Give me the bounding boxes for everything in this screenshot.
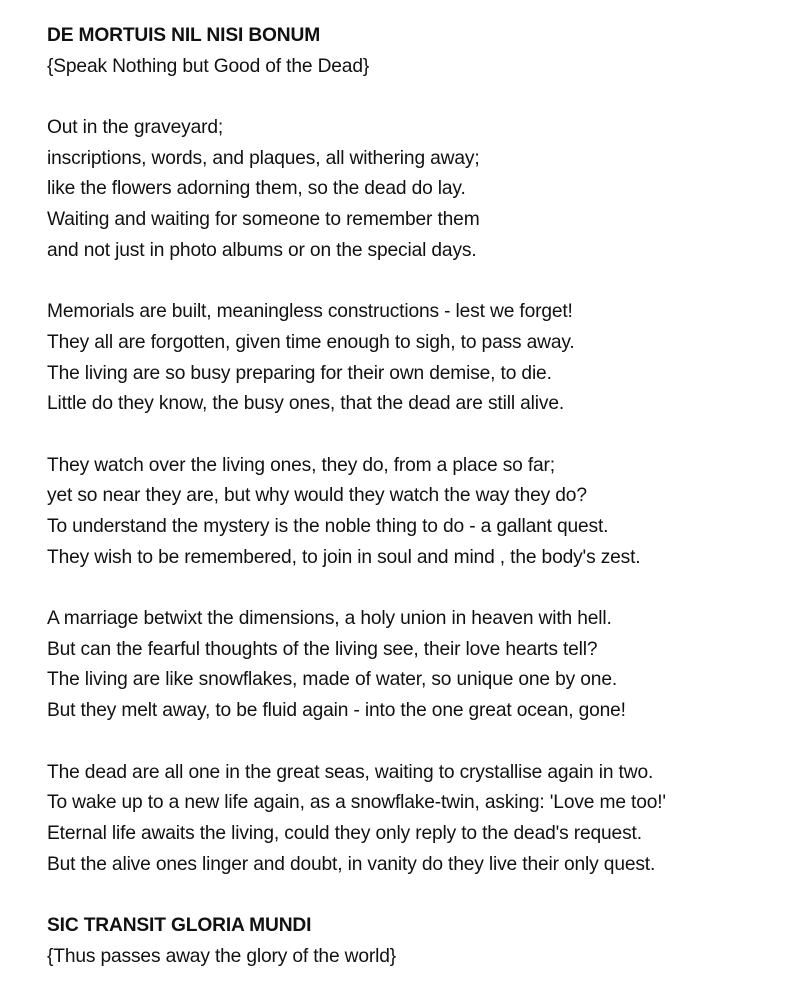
stanza-gap xyxy=(47,880,777,911)
verse-line: The living are so busy preparing for their own demise, to die. xyxy=(47,362,552,384)
stanza-gap xyxy=(47,82,777,113)
verse-line: The dead are all one in the great seas, waiting to crystallise again in two. xyxy=(47,761,654,783)
stanza-2 xyxy=(47,297,777,420)
closing-title: SIC TRANSIT GLORIA MUNDI xyxy=(47,914,312,936)
stanza-gap xyxy=(47,267,777,298)
verse-line: But can the fearful thoughts of the living see, their love hearts tell? xyxy=(47,638,598,660)
verse-line: But they melt away, to be fluid again - into the one great ocean, gone! xyxy=(47,700,626,722)
verse-line: To understand the mystery is the noble thing to do - a gallant quest. xyxy=(47,516,609,537)
stanza-gap xyxy=(47,420,777,451)
verse-line: They all are forgotten, given time enough to sigh, to pass away. xyxy=(47,331,575,353)
verse-line: Waiting and waiting for someone to remember them xyxy=(47,209,480,231)
verse-line: A marriage betwixt the dimensions, a holy union in heaven with hell. xyxy=(47,608,612,630)
stanza-1 xyxy=(47,113,777,266)
stanza-4 xyxy=(47,604,777,727)
verse-line: They watch over the living ones, they do, from a place so far; xyxy=(47,454,555,476)
verse-line: Eternal life awaits the living, could they only reply to the dead's request. xyxy=(47,822,642,844)
verse-line: To wake up to a new life again, as a snowflake-twin, asking: 'Love me too!' xyxy=(47,792,666,814)
verse-line: yet so near they are, but why would they watch the way they do? xyxy=(47,485,587,507)
verse-line: But the alive ones linger and doubt, in vanity do they live their only quest. xyxy=(47,853,656,875)
poem-title: DE MORTUIS NIL NISI BONUM xyxy=(47,25,321,46)
stanza-gap xyxy=(47,727,777,758)
poem-document xyxy=(47,21,777,972)
verse-line: and not just in photo albums or on the special days. xyxy=(47,239,477,261)
verse-line: Out in the graveyard; xyxy=(47,117,224,139)
closing-translation: {Thus passes away the glory of the world} xyxy=(47,945,397,967)
verse-line: Little do they know, the busy ones, that the dead are still alive. xyxy=(47,393,565,415)
stanza-gap xyxy=(47,573,777,604)
poem-title-translation: {Speak Nothing but Good of the Dead} xyxy=(47,55,370,77)
stanza-5 xyxy=(47,758,777,881)
verse-line: inscriptions, words, and plaques, all withering away; xyxy=(47,147,480,169)
verse-line: They wish to be remembered, to join in soul and mind , the body's zest. xyxy=(47,546,641,568)
verse-line: Memorials are built, meaningless constructions - lest we forget! xyxy=(47,301,573,323)
stanza-3 xyxy=(47,451,777,574)
verse-line: like the flowers adorning them, so the dead do lay. xyxy=(47,178,466,200)
verse-line: The living are like snowflakes, made of water, so unique one by one. xyxy=(47,669,618,691)
